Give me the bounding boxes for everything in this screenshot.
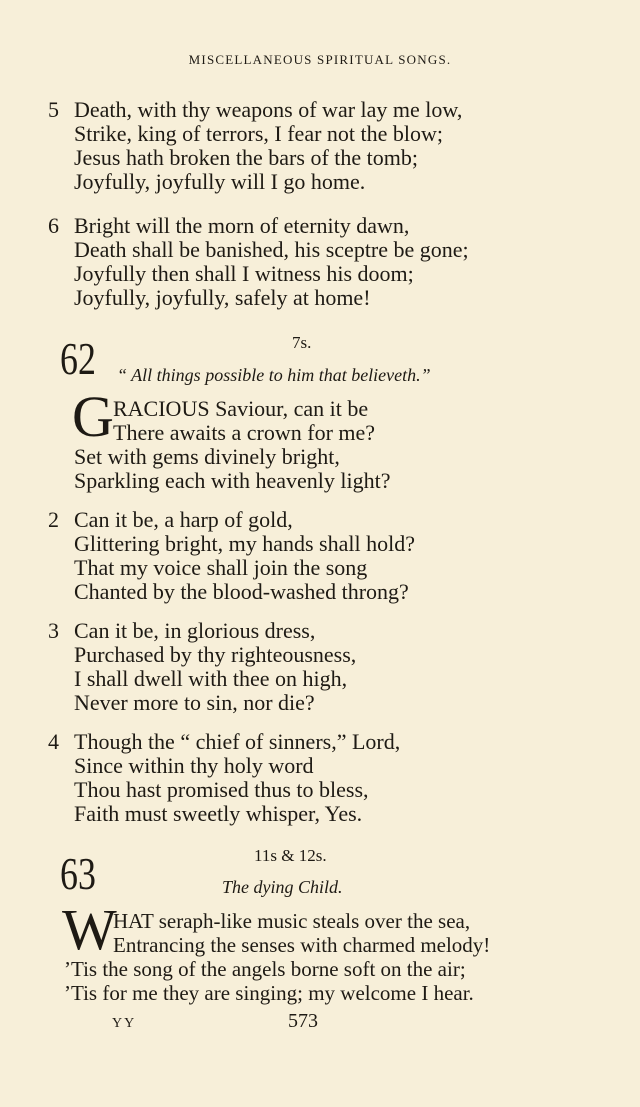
verse-line: Death, with thy weapons of war lay me low, — [74, 97, 463, 122]
verse-line: HAT seraph-like music steals over the sea, — [113, 909, 471, 933]
verse-line: RACIOUS Saviour, can it be — [113, 396, 369, 421]
verse-line: Purchased by thy righteousness, — [74, 642, 357, 667]
signature-mark: YY — [112, 1016, 137, 1031]
hymn-subtitle: “ All things possible to him that believeth.” — [117, 365, 431, 385]
hymn-meter: 11s & 12s. — [254, 846, 327, 865]
page-number: 573 — [288, 1010, 318, 1032]
verse-line: Jesus hath broken the bars of the tomb; — [74, 145, 418, 170]
verse-line: Since within thy holy word — [74, 753, 314, 778]
verse-line: Can it be, in glorious dress, — [74, 618, 316, 643]
running-header: MISCELLANEOUS SPIRITUAL SONGS. — [188, 52, 452, 67]
verse-line: Though the “ chief of sinners,” Lord, — [74, 729, 401, 754]
stanza-number: 4 — [48, 729, 59, 754]
verse-line: ’Tis for me they are singing; my welcome I hear. — [64, 981, 474, 1005]
hymn-number: 62 — [60, 333, 96, 384]
verse-line: Entrancing the senses with charmed melody! — [113, 933, 491, 957]
stanza-number: 2 — [48, 507, 59, 532]
hymn-subtitle: The dying Child. — [222, 877, 343, 897]
verse-line: Death shall be banished, his sceptre be gone; — [74, 237, 469, 262]
verse-line: Bright will the morn of eternity dawn, — [74, 213, 410, 238]
hymn-number: 63 — [60, 848, 96, 899]
verse-line: Faith must sweetly whisper, Yes. — [74, 801, 363, 826]
hymn-meter: 7s. — [292, 333, 312, 352]
verse-line: Glittering bright, my hands shall hold? — [74, 531, 415, 556]
verse-line: Set with gems divinely bright, — [74, 444, 340, 469]
verse-line: Strike, king of terrors, I fear not the blow; — [74, 121, 444, 146]
verse-line: That my voice shall join the song — [74, 555, 368, 580]
verse-line: I shall dwell with thee on high, — [74, 666, 348, 691]
verse-line: ’Tis the song of the angels borne soft on the air; — [64, 957, 466, 981]
verse-line: Joyfully, joyfully, safely at home! — [74, 285, 371, 310]
verse-line: Chanted by the blood-washed throng? — [74, 579, 409, 604]
verse-line: There awaits a crown for me? — [113, 420, 376, 445]
verse-line: Never more to sin, nor die? — [74, 690, 315, 715]
verse-line: Thou hast promised thus to bless, — [74, 777, 369, 802]
verse-line: Joyfully, joyfully will I go home. — [74, 169, 366, 194]
stanza-number: 3 — [48, 618, 59, 643]
drop-cap: W — [62, 897, 117, 962]
verse-line: Sparkling each with heavenly light? — [74, 468, 391, 493]
verse-line: Can it be, a harp of gold, — [74, 507, 293, 532]
verse-line: Joyfully then shall I witness his doom; — [74, 261, 414, 286]
stanza-number: 5 — [48, 97, 59, 122]
stanza-number: 6 — [48, 213, 59, 238]
drop-cap: G — [72, 384, 114, 449]
